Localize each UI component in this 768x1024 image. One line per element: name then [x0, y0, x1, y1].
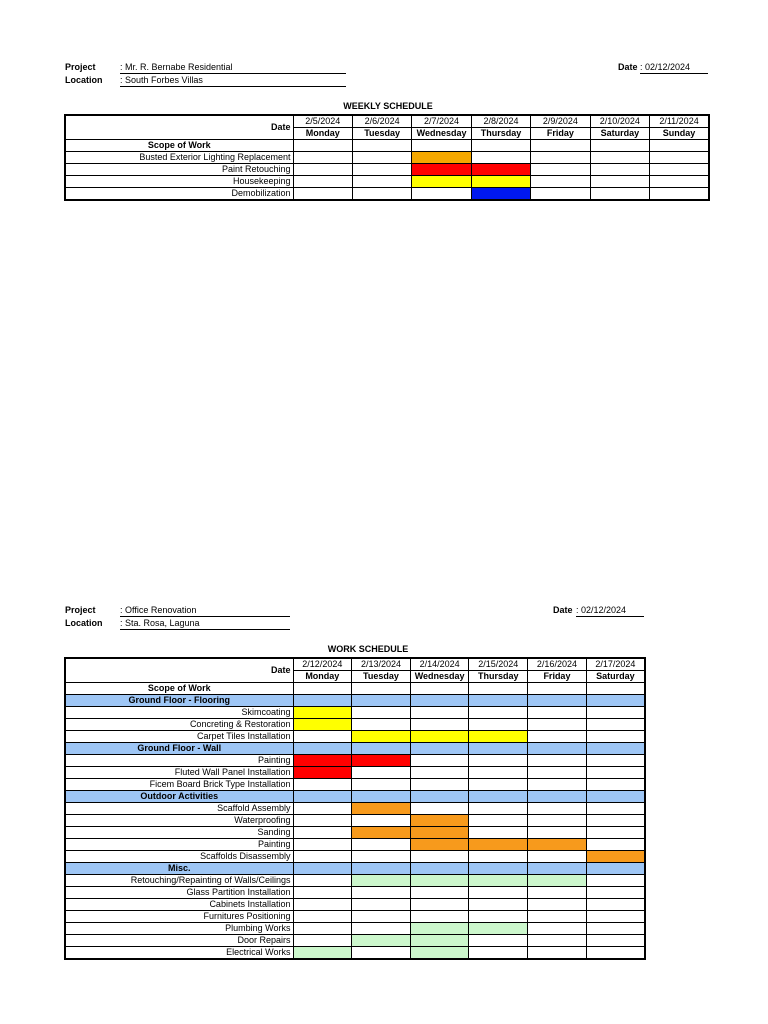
schedule-cell	[469, 815, 528, 827]
task-label: Cabinets Installation	[65, 899, 293, 911]
schedule-cell	[469, 947, 528, 960]
schedule-cell	[586, 923, 645, 935]
empty-cell	[352, 140, 411, 152]
task-row	[65, 719, 645, 731]
schedule-cell	[410, 779, 469, 791]
schedule-cell	[590, 164, 649, 176]
task-row	[65, 887, 645, 899]
task-row	[65, 815, 645, 827]
day-cell: Tuesday	[352, 671, 411, 683]
section-cell	[469, 743, 528, 755]
section-cell	[352, 695, 411, 707]
schedule-cell	[293, 731, 352, 743]
schedule-cell	[528, 935, 587, 947]
section-cell	[293, 863, 352, 875]
scheduled-cell	[352, 935, 411, 947]
schedule-cell	[528, 923, 587, 935]
schedule-cell	[590, 176, 649, 188]
task-row	[65, 839, 645, 851]
schedule-cell	[586, 875, 645, 887]
date-cell: 2/7/2024	[412, 115, 471, 128]
schedule-cell	[410, 719, 469, 731]
schedule-cell	[528, 767, 587, 779]
task-row	[65, 803, 645, 815]
schedule-cell	[469, 827, 528, 839]
task-label: Fluted Wall Panel Installation	[65, 767, 293, 779]
schedule-cell	[410, 911, 469, 923]
date-cell: 2/16/2024	[528, 658, 587, 671]
schedule-cell	[352, 887, 411, 899]
section-cell	[586, 863, 645, 875]
schedule-cell	[586, 731, 645, 743]
scheduled-cell	[293, 719, 352, 731]
schedule-cell	[410, 803, 469, 815]
scheduled-cell	[469, 839, 528, 851]
scope-of-work-header: Scope of Work	[65, 683, 293, 695]
schedule-cell	[586, 887, 645, 899]
schedule-cell	[650, 164, 709, 176]
location-value: : South Forbes Villas	[120, 75, 346, 87]
schedule-cell	[650, 188, 709, 201]
scheduled-cell	[293, 767, 352, 779]
task-row	[65, 176, 709, 188]
section-cell	[293, 695, 352, 707]
schedule-cell	[469, 707, 528, 719]
empty-cell	[528, 683, 587, 695]
schedule-cell	[410, 887, 469, 899]
date-cell: 2/12/2024	[293, 658, 352, 671]
schedule-cell	[469, 899, 528, 911]
scheduled-cell	[471, 188, 530, 201]
task-row	[65, 152, 709, 164]
section-row	[65, 863, 645, 875]
day-cell: Saturday	[590, 128, 649, 140]
scheduled-cell	[471, 164, 530, 176]
scheduled-cell	[410, 947, 469, 960]
date-cell: 2/8/2024	[471, 115, 530, 128]
schedule-cell	[528, 707, 587, 719]
location-label: Location	[65, 618, 103, 628]
task-row	[65, 731, 645, 743]
date-cell: 2/11/2024	[650, 115, 709, 128]
scheduled-cell	[293, 755, 352, 767]
section-cell	[469, 863, 528, 875]
empty-cell	[412, 140, 471, 152]
schedule-cell	[531, 188, 590, 201]
scheduled-cell	[293, 707, 352, 719]
scheduled-cell	[410, 815, 469, 827]
scheduled-cell	[469, 875, 528, 887]
location-label: Location	[65, 75, 103, 85]
scheduled-cell	[410, 827, 469, 839]
scheduled-cell	[352, 827, 411, 839]
empty-cell	[469, 683, 528, 695]
task-row	[65, 923, 645, 935]
scheduled-cell	[410, 839, 469, 851]
task-label: Paint Retouching	[65, 164, 293, 176]
schedule-cell	[528, 827, 587, 839]
section-cell	[293, 791, 352, 803]
scheduled-cell	[412, 152, 471, 164]
task-label: Carpet Tiles Installation	[65, 731, 293, 743]
task-label: Electrical Works	[65, 947, 293, 960]
schedule-cell	[469, 935, 528, 947]
schedule-cell	[410, 755, 469, 767]
task-label: Plumbing Works	[65, 923, 293, 935]
section-cell	[410, 791, 469, 803]
task-label: Waterproofing	[65, 815, 293, 827]
schedule-cell	[352, 176, 411, 188]
date-label: Date	[618, 62, 638, 72]
schedule-cell	[528, 899, 587, 911]
schedule-cell	[469, 887, 528, 899]
section-cell	[410, 743, 469, 755]
date-cell: 2/6/2024	[352, 115, 411, 128]
task-label: Scaffolds Disassembly	[65, 851, 293, 863]
task-label: Painting	[65, 755, 293, 767]
schedule-title: WEEKLY SCHEDULE	[343, 101, 433, 111]
schedule-cell	[352, 899, 411, 911]
task-label: Housekeeping	[65, 176, 293, 188]
schedule-cell	[469, 767, 528, 779]
date-value: : 02/12/2024	[576, 605, 644, 617]
schedule-cell	[528, 719, 587, 731]
schedule-cell	[586, 839, 645, 851]
schedule-cell	[528, 731, 587, 743]
task-label: Painting	[65, 839, 293, 851]
day-cell: Thursday	[469, 671, 528, 683]
schedule-cell	[410, 899, 469, 911]
schedule-cell	[469, 755, 528, 767]
schedule-cell	[293, 803, 352, 815]
task-row	[65, 707, 645, 719]
schedule-cell	[586, 827, 645, 839]
date-cell: 2/10/2024	[590, 115, 649, 128]
task-row	[65, 779, 645, 791]
project-label: Project	[65, 605, 96, 615]
schedule-cell	[352, 815, 411, 827]
empty-cell	[293, 140, 352, 152]
day-cell: Monday	[293, 128, 352, 140]
empty-cell	[352, 683, 411, 695]
scheduled-cell	[352, 875, 411, 887]
section-label: Ground Floor - Wall	[65, 743, 293, 755]
schedule-cell	[352, 707, 411, 719]
scheduled-cell	[469, 731, 528, 743]
scheduled-cell	[352, 755, 411, 767]
location-value: : Sta. Rosa, Laguna	[120, 618, 290, 630]
schedule-cell	[586, 803, 645, 815]
schedule-cell	[412, 188, 471, 201]
empty-cell	[650, 140, 709, 152]
day-cell: Friday	[531, 128, 590, 140]
section-cell	[352, 863, 411, 875]
section-label: Misc.	[65, 863, 293, 875]
date-cell: 2/15/2024	[469, 658, 528, 671]
schedule-cell	[531, 176, 590, 188]
task-row	[65, 935, 645, 947]
schedule-cell	[469, 851, 528, 863]
scope-header-row	[65, 140, 709, 152]
scheduled-cell	[586, 851, 645, 863]
date-cell: 2/17/2024	[586, 658, 645, 671]
scheduled-cell	[293, 947, 352, 960]
section-cell	[586, 791, 645, 803]
project-value: : Mr. R. Bernabe Residential	[120, 62, 346, 74]
section-cell	[469, 791, 528, 803]
empty-cell	[293, 683, 352, 695]
section-row	[65, 695, 645, 707]
schedule-cell	[410, 851, 469, 863]
schedule-cell	[352, 911, 411, 923]
schedule-cell	[469, 911, 528, 923]
date-header-label: Date	[65, 115, 293, 140]
section-cell	[469, 695, 528, 707]
scheduled-cell	[410, 923, 469, 935]
date-label: Date	[553, 605, 573, 615]
task-row	[65, 911, 645, 923]
schedule-cell	[352, 839, 411, 851]
schedule-cell	[528, 947, 587, 960]
schedule-cell	[586, 935, 645, 947]
date-cell: 2/13/2024	[352, 658, 411, 671]
task-label: Retouching/Repainting of Walls/Ceilings	[65, 875, 293, 887]
day-cell: Saturday	[586, 671, 645, 683]
section-cell	[352, 743, 411, 755]
schedule-cell	[590, 188, 649, 201]
scheduled-cell	[412, 176, 471, 188]
schedule-cell	[352, 188, 411, 201]
schedule-cell	[293, 851, 352, 863]
scheduled-cell	[528, 875, 587, 887]
task-row	[65, 827, 645, 839]
day-cell: Sunday	[650, 128, 709, 140]
task-label: Sanding	[65, 827, 293, 839]
section-cell	[352, 791, 411, 803]
schedule-cell	[352, 719, 411, 731]
section-label: Ground Floor - Flooring	[65, 695, 293, 707]
scope-header-row	[65, 683, 645, 695]
date-cell: 2/5/2024	[293, 115, 352, 128]
scheduled-cell	[528, 839, 587, 851]
day-cell: Wednesday	[410, 671, 469, 683]
schedule-cell	[650, 152, 709, 164]
day-cell: Friday	[528, 671, 587, 683]
task-row	[65, 899, 645, 911]
section-cell	[410, 863, 469, 875]
task-row	[65, 875, 645, 887]
schedule-cell	[471, 152, 530, 164]
empty-cell	[590, 140, 649, 152]
scheduled-cell	[410, 731, 469, 743]
scheduled-cell	[352, 803, 411, 815]
schedule-cell	[528, 755, 587, 767]
schedule-cell	[410, 707, 469, 719]
schedule-cell	[293, 911, 352, 923]
task-label: Demobilization	[65, 188, 293, 201]
date-cell: 2/9/2024	[531, 115, 590, 128]
task-label: Scaffold Assembly	[65, 803, 293, 815]
scheduled-cell	[471, 176, 530, 188]
empty-cell	[531, 140, 590, 152]
schedule-cell	[590, 152, 649, 164]
day-cell: Tuesday	[352, 128, 411, 140]
schedule-cell	[293, 875, 352, 887]
schedule-cell	[528, 815, 587, 827]
schedule-cell	[586, 707, 645, 719]
schedule-cell	[293, 887, 352, 899]
schedule-cell	[293, 899, 352, 911]
task-label: Glass Partition Installation	[65, 887, 293, 899]
task-label: Ficem Board Brick Type Installation	[65, 779, 293, 791]
work-schedule-table	[64, 657, 646, 960]
empty-cell	[410, 683, 469, 695]
schedule-title: WORK SCHEDULE	[327, 644, 409, 654]
task-label: Busted Exterior Lighting Replacement	[65, 152, 293, 164]
schedule-cell	[531, 164, 590, 176]
schedule-cell	[352, 767, 411, 779]
schedule-cell	[650, 176, 709, 188]
task-label: Skimcoating	[65, 707, 293, 719]
task-row	[65, 767, 645, 779]
scheduled-cell	[410, 875, 469, 887]
empty-cell	[586, 683, 645, 695]
schedule-cell	[528, 803, 587, 815]
task-row	[65, 755, 645, 767]
section-cell	[528, 791, 587, 803]
scope-of-work-header: Scope of Work	[65, 140, 293, 152]
task-row	[65, 851, 645, 863]
section-cell	[528, 695, 587, 707]
date-header-label: Date	[65, 658, 293, 683]
schedule-cell	[410, 767, 469, 779]
schedule-cell	[352, 779, 411, 791]
day-cell: Wednesday	[412, 128, 471, 140]
task-label: Concreting & Restoration	[65, 719, 293, 731]
schedule-cell	[586, 767, 645, 779]
section-cell	[410, 695, 469, 707]
schedule-cell	[293, 176, 352, 188]
scheduled-cell	[352, 731, 411, 743]
empty-cell	[471, 140, 530, 152]
schedule-cell	[586, 899, 645, 911]
scheduled-cell	[469, 923, 528, 935]
schedule-cell	[352, 923, 411, 935]
schedule-cell	[293, 164, 352, 176]
section-row	[65, 791, 645, 803]
project-value: : Office Renovation	[120, 605, 290, 617]
task-row	[65, 947, 645, 960]
day-cell: Thursday	[471, 128, 530, 140]
section-cell	[586, 695, 645, 707]
section-row	[65, 743, 645, 755]
date-cell: 2/14/2024	[410, 658, 469, 671]
schedule-cell	[528, 887, 587, 899]
schedule-cell	[293, 935, 352, 947]
scheduled-cell	[412, 164, 471, 176]
task-label: Door Repairs	[65, 935, 293, 947]
schedule-cell	[469, 779, 528, 791]
schedule-cell	[352, 164, 411, 176]
date-row	[65, 658, 645, 671]
schedule-cell	[352, 947, 411, 960]
schedule-cell	[293, 827, 352, 839]
task-label: Furnitures Positioning	[65, 911, 293, 923]
task-row	[65, 188, 709, 201]
schedule-cell	[586, 779, 645, 791]
schedule-cell	[528, 779, 587, 791]
weekly-schedule-table	[64, 114, 710, 201]
schedule-cell	[352, 152, 411, 164]
schedule-cell	[352, 851, 411, 863]
section-label: Outdoor Activities	[65, 791, 293, 803]
schedule-cell	[528, 851, 587, 863]
task-row	[65, 164, 709, 176]
section-cell	[586, 743, 645, 755]
schedule-cell	[586, 911, 645, 923]
schedule-cell	[293, 815, 352, 827]
schedule-cell	[531, 152, 590, 164]
day-cell: Monday	[293, 671, 352, 683]
section-cell	[528, 863, 587, 875]
schedule-cell	[293, 779, 352, 791]
schedule-cell	[469, 719, 528, 731]
date-value: : 02/12/2024	[640, 62, 708, 74]
section-cell	[293, 743, 352, 755]
schedule-cell	[586, 947, 645, 960]
schedule-cell	[586, 815, 645, 827]
schedule-cell	[586, 755, 645, 767]
schedule-cell	[528, 911, 587, 923]
schedule-cell	[586, 719, 645, 731]
schedule-cell	[469, 803, 528, 815]
schedule-cell	[293, 923, 352, 935]
project-label: Project	[65, 62, 96, 72]
schedule-cell	[293, 188, 352, 201]
date-row	[65, 115, 709, 128]
scheduled-cell	[410, 935, 469, 947]
schedule-cell	[293, 839, 352, 851]
schedule-cell	[293, 152, 352, 164]
section-cell	[528, 743, 587, 755]
